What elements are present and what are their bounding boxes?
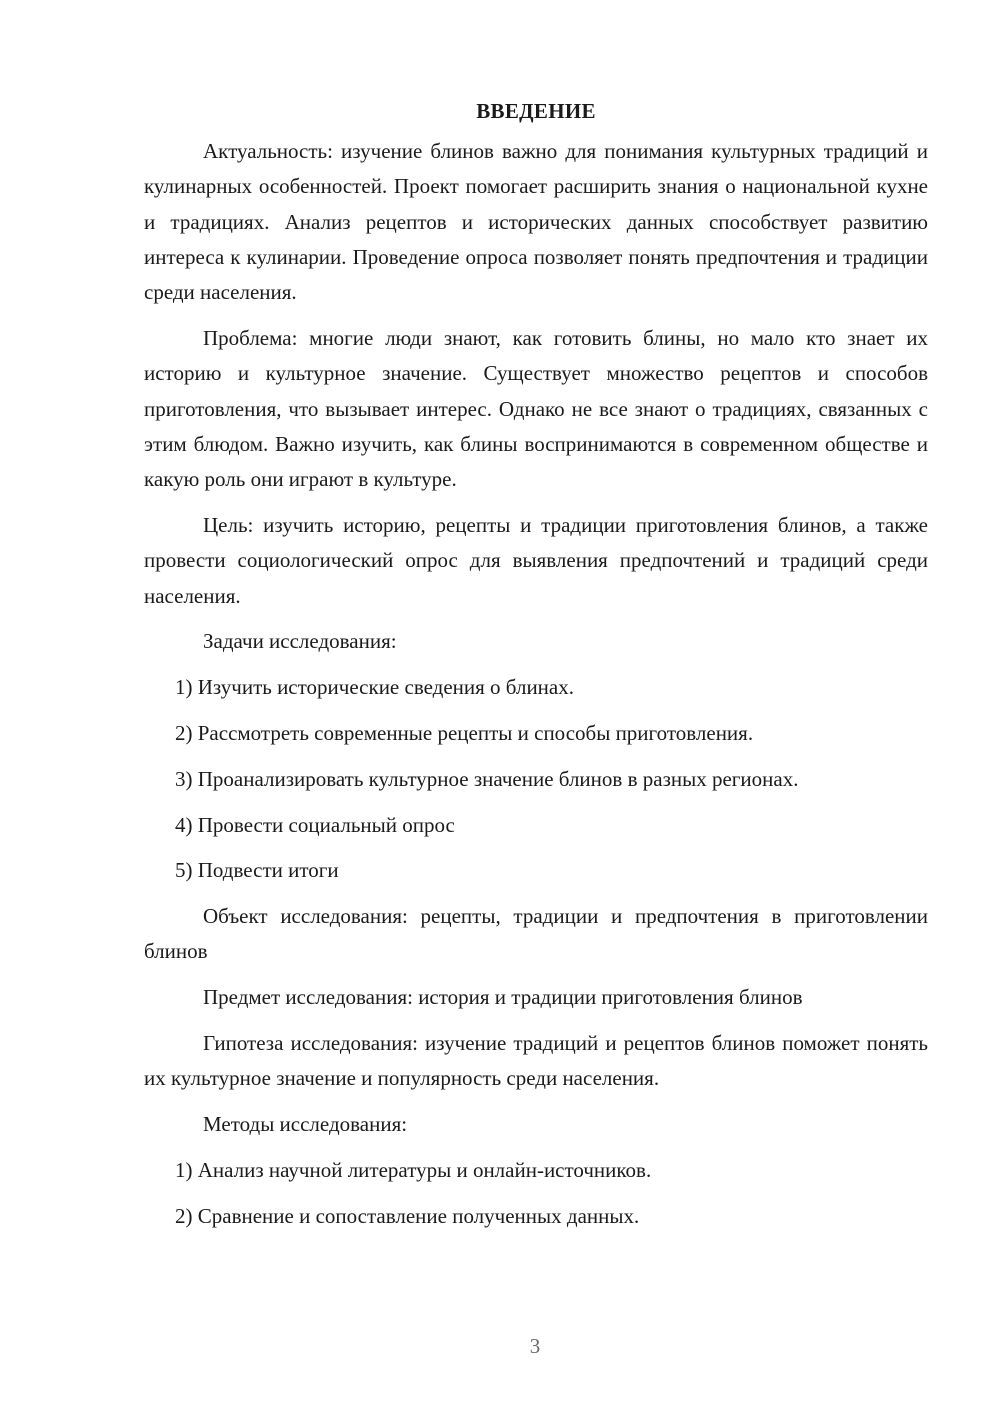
method-item: 1) Анализ научной литературы и онлайн-источников. <box>175 1157 652 1182</box>
method-item: 2) Сравнение и сопоставление полученных данных. <box>175 1203 640 1228</box>
tasks-heading: Задачи исследования: <box>203 629 397 654</box>
relevance-paragraph: Актуальность: изучение блинов важно для понимания культурных традиций и кулинарных особенностей. Проект помогает расширить знания о национальной кухне и традициях. Анализ рецептов и исторических данных способствует развитию интереса к кулинарии. Проведение опроса позволяет понять предпочтения и традиции среди населения. <box>144 139 928 305</box>
task-item: 4) Провести социальный опрос <box>175 812 455 837</box>
task-item: 2) Рассмотреть современные рецепты и способы приготовления. <box>175 720 754 745</box>
task-item: 3) Проанализировать культурное значение блинов в разных регионах. <box>175 766 799 791</box>
task-item: 1) Изучить исторические сведения о блинах. <box>175 675 574 700</box>
subject-paragraph: Предмет исследования: история и традиции приготовления блинов <box>203 985 803 1010</box>
page-number: 3 <box>529 1334 541 1358</box>
task-item: 5) Подвести итоги <box>175 858 339 883</box>
object-paragraph: Объект исследования: рецепты, традиции и предпочтения в приготовлении блинов <box>144 904 928 964</box>
goal-paragraph: Цель: изучить историю, рецепты и традиции приготовления блинов, а также провести социологический опрос для выявления предпочтений и традиций среди населения. <box>144 512 928 608</box>
problem-paragraph: Проблема: многие люди знают, как готовить блины, но мало кто знает их историю и культурное значение. Существует множество рецептов и способов приготовления, что вызывает интерес. Однако не все знают о традициях, связанных с этим блюдом. Важно изучить, как блины воспринимаются в современном обществе и какую роль они играют в культуре. <box>144 325 928 492</box>
methods-heading: Методы исследования: <box>203 1112 408 1137</box>
hypothesis-paragraph: Гипотеза исследования: изучение традиций и рецептов блинов поможет понять их культурное значение и популярность среди населения. <box>144 1031 928 1091</box>
document-page <box>144 96 928 1245</box>
section-title: ВВЕДЕНИЕ <box>476 99 596 123</box>
